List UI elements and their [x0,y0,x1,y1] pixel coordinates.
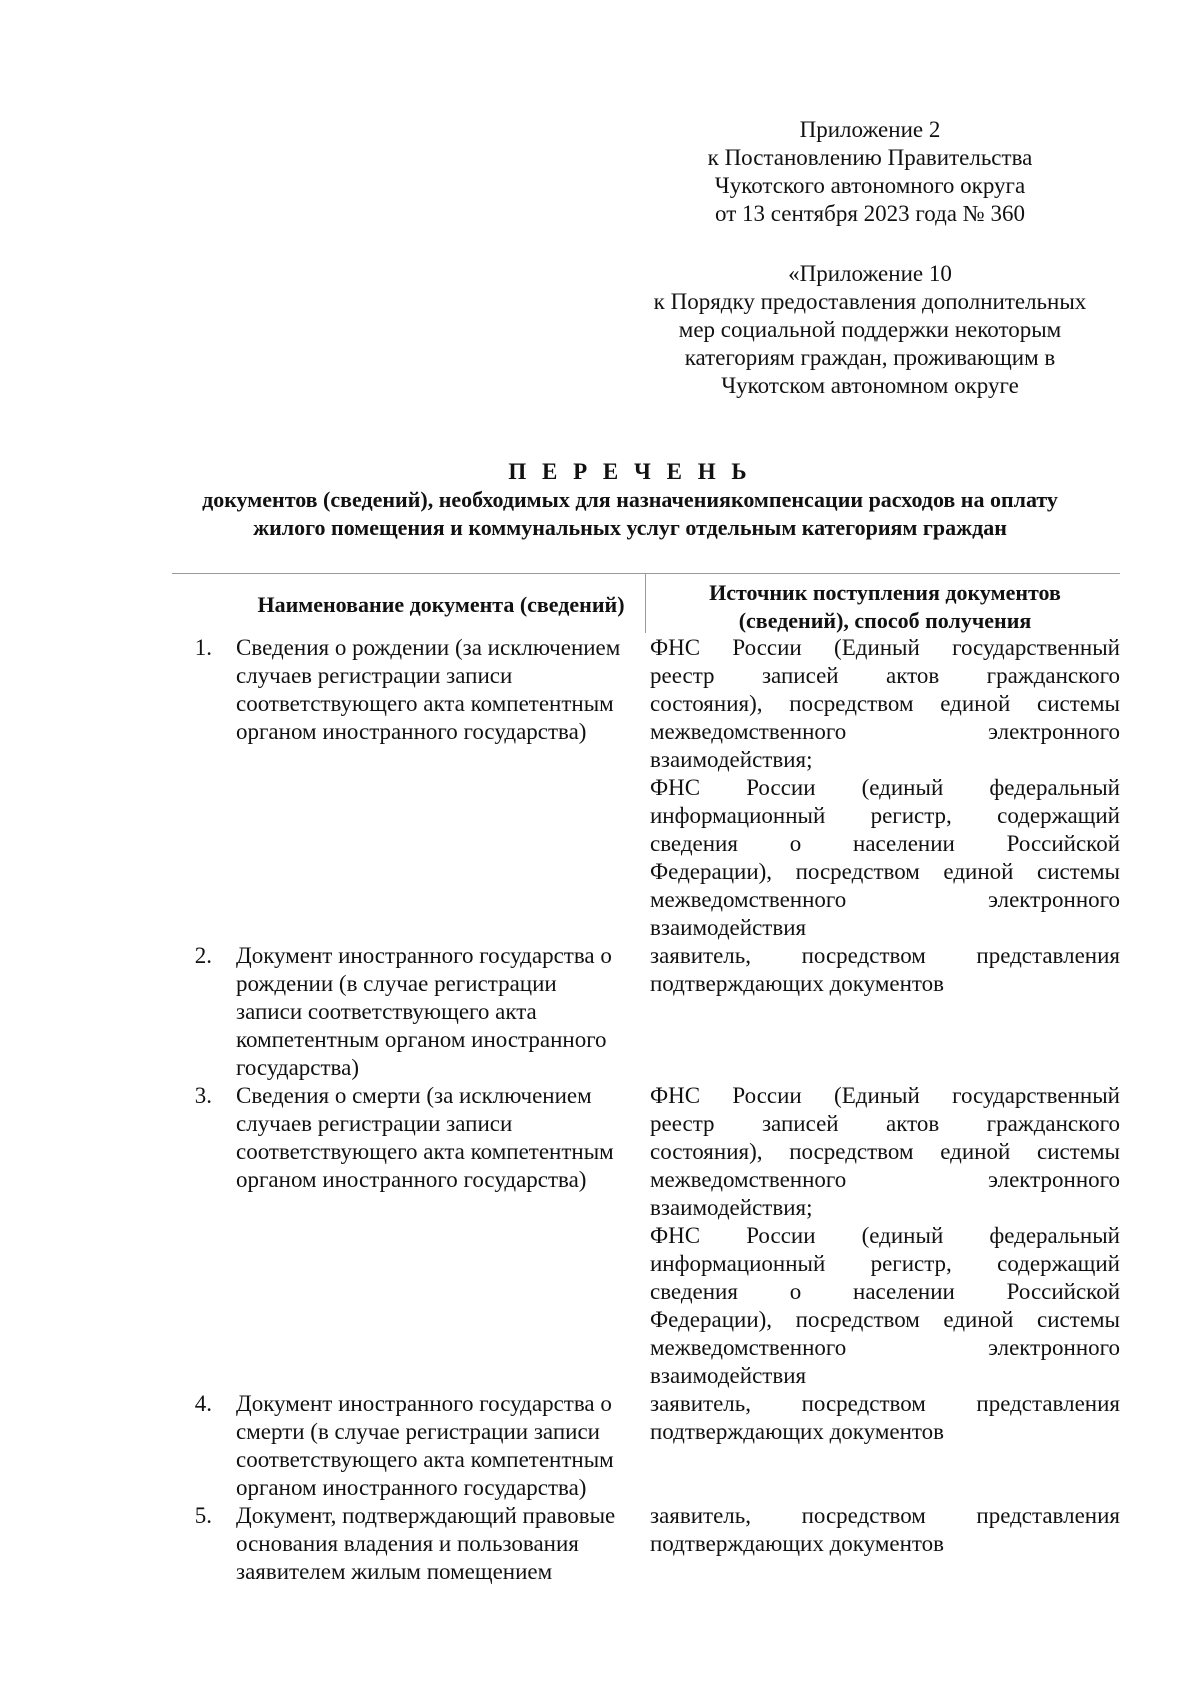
row-name-line: компетентным органом иностранного [236,1027,607,1052]
row-source-line: ФНС России (единый федеральный [650,775,1120,800]
appendix-ref-line: Чукотском автономном округе [721,373,1019,398]
row-source-line: заявитель, посредством представления [650,1391,1120,1416]
row-source-line: взаимодействия [650,915,807,940]
row-number: 2. [194,943,212,968]
row-name-line: Сведения о рождении (за исключением [236,635,621,660]
row-name-line: соответствующего акта компетентным [236,1447,614,1472]
row-source-line: межведомственного электронного [650,1335,1120,1360]
row-source [650,942,1120,998]
header-source [650,579,1120,635]
row-name-line: органом иностранного государства) [236,1475,587,1500]
row-source-line: заявитель, посредством представления [650,943,1120,968]
appendix-ref-line: к Порядку предоставления дополнительных [653,289,1087,314]
row-source [650,634,1120,942]
appendix-main-line: Чукотского автономного округа [714,173,1026,198]
row-document-name [236,634,646,746]
row-document-name [236,1502,646,1586]
row-source-line: взаимодействия [650,1363,807,1388]
row-document-name [236,942,646,1082]
row-source-line: взаимодействия; [650,1195,813,1220]
row-name-line: основания владения и пользования [236,1531,579,1556]
appendix-main-line: Приложение 2 [799,117,941,142]
row-number: 5. [194,1503,212,1528]
row-source-line: состояния), посредством единой системы [650,1139,1120,1164]
document-subtitle-line: жилого помещения и коммунальных услуг отдельным категориям граждан [253,515,1007,540]
document-title-block [160,458,1100,542]
header-document-name: Наименование документа (сведений) [257,592,625,617]
header-source-line: (сведений), способ получения [738,608,1032,633]
row-name-line: органом иностранного государства) [236,1167,587,1192]
row-document-name [236,1390,646,1502]
row-name-line: заявителем жилым помещением [236,1559,553,1584]
row-number: 1. [194,635,212,660]
row-source-line: информационный регистр, содержащий [650,1251,1120,1276]
document-subtitle-line: документов (сведений), необходимых для назначениякомпенсации расходов на оплату [202,487,1058,512]
row-name-line: Документ иностранного государства о [236,1391,612,1416]
appendix-ref-line: мер социальной поддержки некоторым [678,317,1062,342]
row-source-line: сведения о населении Российской [650,831,1120,856]
row-source-line: взаимодействия; [650,747,813,772]
row-document-name [236,1082,646,1194]
row-name-line: рождении (в случае регистрации [236,971,557,996]
row-source-line: подтверждающих документов [650,1419,945,1444]
table-top-rule [172,573,1120,574]
row-name-line: случаев регистрации записи [236,663,513,688]
row-source-line: состояния), посредством единой системы [650,691,1120,716]
appendix-ref-line: «Приложение 10 [788,261,952,286]
row-name-line: государства) [236,1055,359,1080]
row-source [650,1082,1120,1390]
row-source-line: ФНС России (единый федеральный [650,1223,1120,1248]
row-source-line: информационный регистр, содержащий [650,803,1120,828]
row-name-line: смерти (в случае регистрации записи [236,1419,600,1444]
row-source-line: подтверждающих документов [650,971,945,996]
row-number: 3. [194,1083,212,1108]
row-source-line: ФНС России (Единый государственный [650,1083,1120,1108]
row-source-line: сведения о населении Российской [650,1279,1120,1304]
row-name-line: соответствующего акта компетентным [236,691,614,716]
appendix-ref-block [620,260,1120,400]
row-source-line: Федерации), посредством единой системы [650,1307,1120,1332]
row-source-line: межведомственного электронного [650,719,1120,744]
row-source-line: заявитель, посредством представления [650,1503,1120,1528]
row-source [650,1390,1120,1446]
row-name-line: соответствующего акта компетентным [236,1139,614,1164]
row-source-line: реестр записей актов гражданского [650,663,1120,688]
appendix-main-block [660,116,1080,228]
appendix-main-line: от 13 сентября 2023 года № 360 [715,201,1025,226]
row-name-line: Сведения о смерти (за исключением [236,1083,592,1108]
header-source-line: Источник поступления документов [709,580,1061,605]
document-title: П Е Р Е Ч Е Н Ь [508,459,752,484]
row-source [650,1502,1120,1558]
row-source-line: межведомственного электронного [650,887,1120,912]
row-name-line: Документ иностранного государства о [236,943,612,968]
row-source-line: ФНС России (Единый государственный [650,635,1120,660]
header-column-divider [645,573,646,633]
row-source-line: Федерации), посредством единой системы [650,859,1120,884]
row-source-line: реестр записей актов гражданского [650,1111,1120,1136]
appendix-ref-line: категориям граждан, проживающим в [684,345,1056,370]
row-source-line: подтверждающих документов [650,1531,945,1556]
row-number: 4. [194,1391,212,1416]
row-name-line: случаев регистрации записи [236,1111,513,1136]
appendix-main-line: к Постановлению Правительства [707,145,1033,170]
row-name-line: органом иностранного государства) [236,719,587,744]
row-name-line: Документ, подтверждающий правовые [236,1503,616,1528]
row-name-line: записи соответствующего акта [236,999,537,1024]
row-source-line: межведомственного электронного [650,1167,1120,1192]
